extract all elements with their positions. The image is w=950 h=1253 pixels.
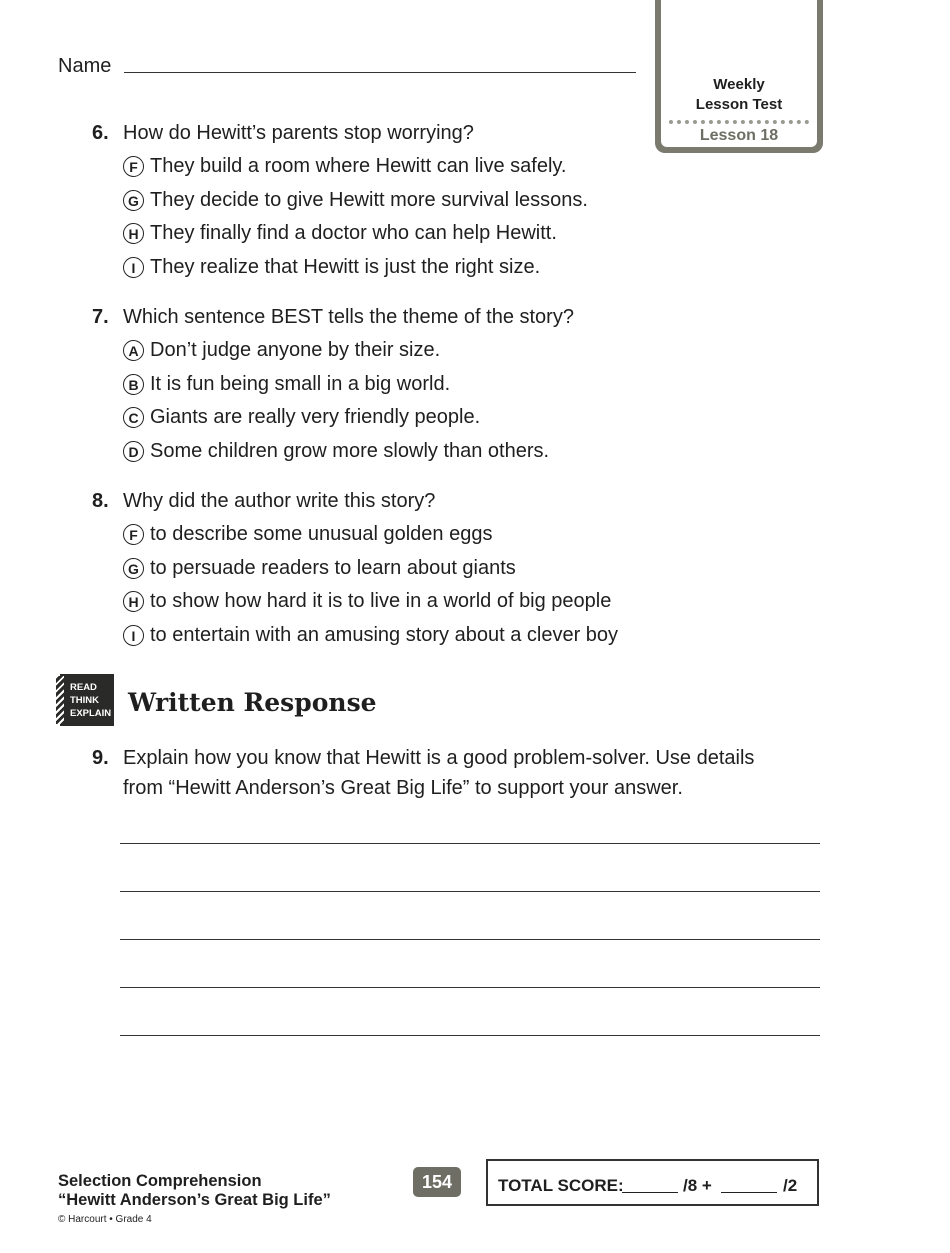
written-response-heading: Written Response xyxy=(128,688,377,717)
option-text: Some children grow more slowly than others. xyxy=(150,440,550,462)
answer-line[interactable] xyxy=(120,939,820,940)
score-part-1: /8 + xyxy=(683,1176,712,1195)
lesson-tab xyxy=(655,0,823,153)
option-text: to describe some unusual golden eggs xyxy=(150,523,493,545)
answer-bubble[interactable]: F xyxy=(123,156,144,177)
answer-bubble[interactable]: G xyxy=(123,190,144,211)
option-text: It is fun being small in a big world. xyxy=(150,373,451,395)
total-score-label: TOTAL SCORE: xyxy=(498,1176,624,1195)
answer-bubble[interactable]: H xyxy=(123,591,144,612)
question-number: 7. xyxy=(92,306,109,328)
option-text: They realize that Hewitt is just the right size. xyxy=(150,256,541,278)
answer-bubble[interactable]: C xyxy=(123,407,144,428)
option-text: to persuade readers to learn about giants xyxy=(150,557,516,579)
answer-line[interactable] xyxy=(120,843,820,844)
answer-line[interactable] xyxy=(120,987,820,988)
answer-option[interactable] xyxy=(123,406,480,429)
question-number: 9. xyxy=(92,747,109,769)
name-input-line[interactable] xyxy=(124,72,636,73)
footer-section-title: Selection Comprehension xyxy=(58,1172,262,1190)
answer-option[interactable] xyxy=(123,189,588,212)
icon-text-think: THINK xyxy=(70,695,100,706)
score-part-2: /2 xyxy=(783,1176,798,1195)
option-text: to entertain with an amusing story about a clever boy xyxy=(150,624,619,646)
option-text: They build a room where Hewitt can live safely. xyxy=(150,155,567,177)
answer-line[interactable] xyxy=(120,1035,820,1036)
footer-story-title: “Hewitt Anderson’s Great Big Life” xyxy=(58,1191,331,1209)
answer-option[interactable] xyxy=(123,222,557,245)
tab-dotted-divider xyxy=(669,120,809,124)
option-text: to show how hard it is to live in a world of big people xyxy=(150,590,612,612)
answer-bubble[interactable]: G xyxy=(123,558,144,579)
page-number-badge: 154 xyxy=(413,1167,461,1197)
question-stem: Which sentence BEST tells the theme of the story? xyxy=(123,306,574,328)
answer-option[interactable] xyxy=(123,339,440,362)
name-label: Name xyxy=(58,55,112,77)
question-stem: Why did the author write this story? xyxy=(123,490,436,512)
answer-line[interactable] xyxy=(120,891,820,892)
answer-option[interactable] xyxy=(123,155,566,178)
answer-option[interactable] xyxy=(123,256,540,279)
tab-lesson-test: Lesson Test xyxy=(695,96,783,113)
answer-bubble[interactable]: A xyxy=(123,340,144,361)
option-text: They decide to give Hewitt more survival lessons. xyxy=(150,189,588,211)
read-think-explain-icon xyxy=(60,674,114,726)
question-stem-line-2: from “Hewitt Anderson’s Great Big Life” to support your answer. xyxy=(123,777,683,799)
answer-option[interactable] xyxy=(123,373,450,396)
footer-copyright: © Harcourt • Grade 4 xyxy=(58,1214,152,1225)
answer-bubble[interactable]: F xyxy=(123,524,144,545)
tab-weekly: Weekly xyxy=(713,76,765,93)
answer-bubble[interactable]: I xyxy=(123,625,144,646)
answer-bubble[interactable]: B xyxy=(123,374,144,395)
option-text: Giants are really very friendly people. xyxy=(150,406,481,428)
icon-text-explain: EXPLAIN xyxy=(70,708,112,719)
score-blank-1[interactable] xyxy=(622,1192,678,1193)
total-score-box xyxy=(486,1159,819,1206)
answer-bubble[interactable]: H xyxy=(123,223,144,244)
option-text: Don’t judge anyone by their size. xyxy=(150,339,441,361)
answer-bubble[interactable]: D xyxy=(123,441,144,462)
icon-text-read: READ xyxy=(70,682,97,693)
score-blank-2[interactable] xyxy=(721,1192,777,1193)
question-number: 6. xyxy=(92,122,109,144)
answer-option[interactable] xyxy=(123,590,611,613)
answer-option[interactable] xyxy=(123,557,516,580)
question-stem: How do Hewitt’s parents stop worrying? xyxy=(123,122,474,144)
answer-option[interactable] xyxy=(123,624,618,647)
question-stem-line-1: Explain how you know that Hewitt is a good problem-solver. Use details xyxy=(123,747,755,769)
answer-option[interactable] xyxy=(123,440,549,463)
question-number: 8. xyxy=(92,490,109,512)
option-text: They finally find a doctor who can help Hewitt. xyxy=(150,222,557,244)
answer-option[interactable] xyxy=(123,523,492,546)
tab-lesson-number: Lesson 18 xyxy=(699,127,779,144)
answer-bubble[interactable]: I xyxy=(123,257,144,278)
